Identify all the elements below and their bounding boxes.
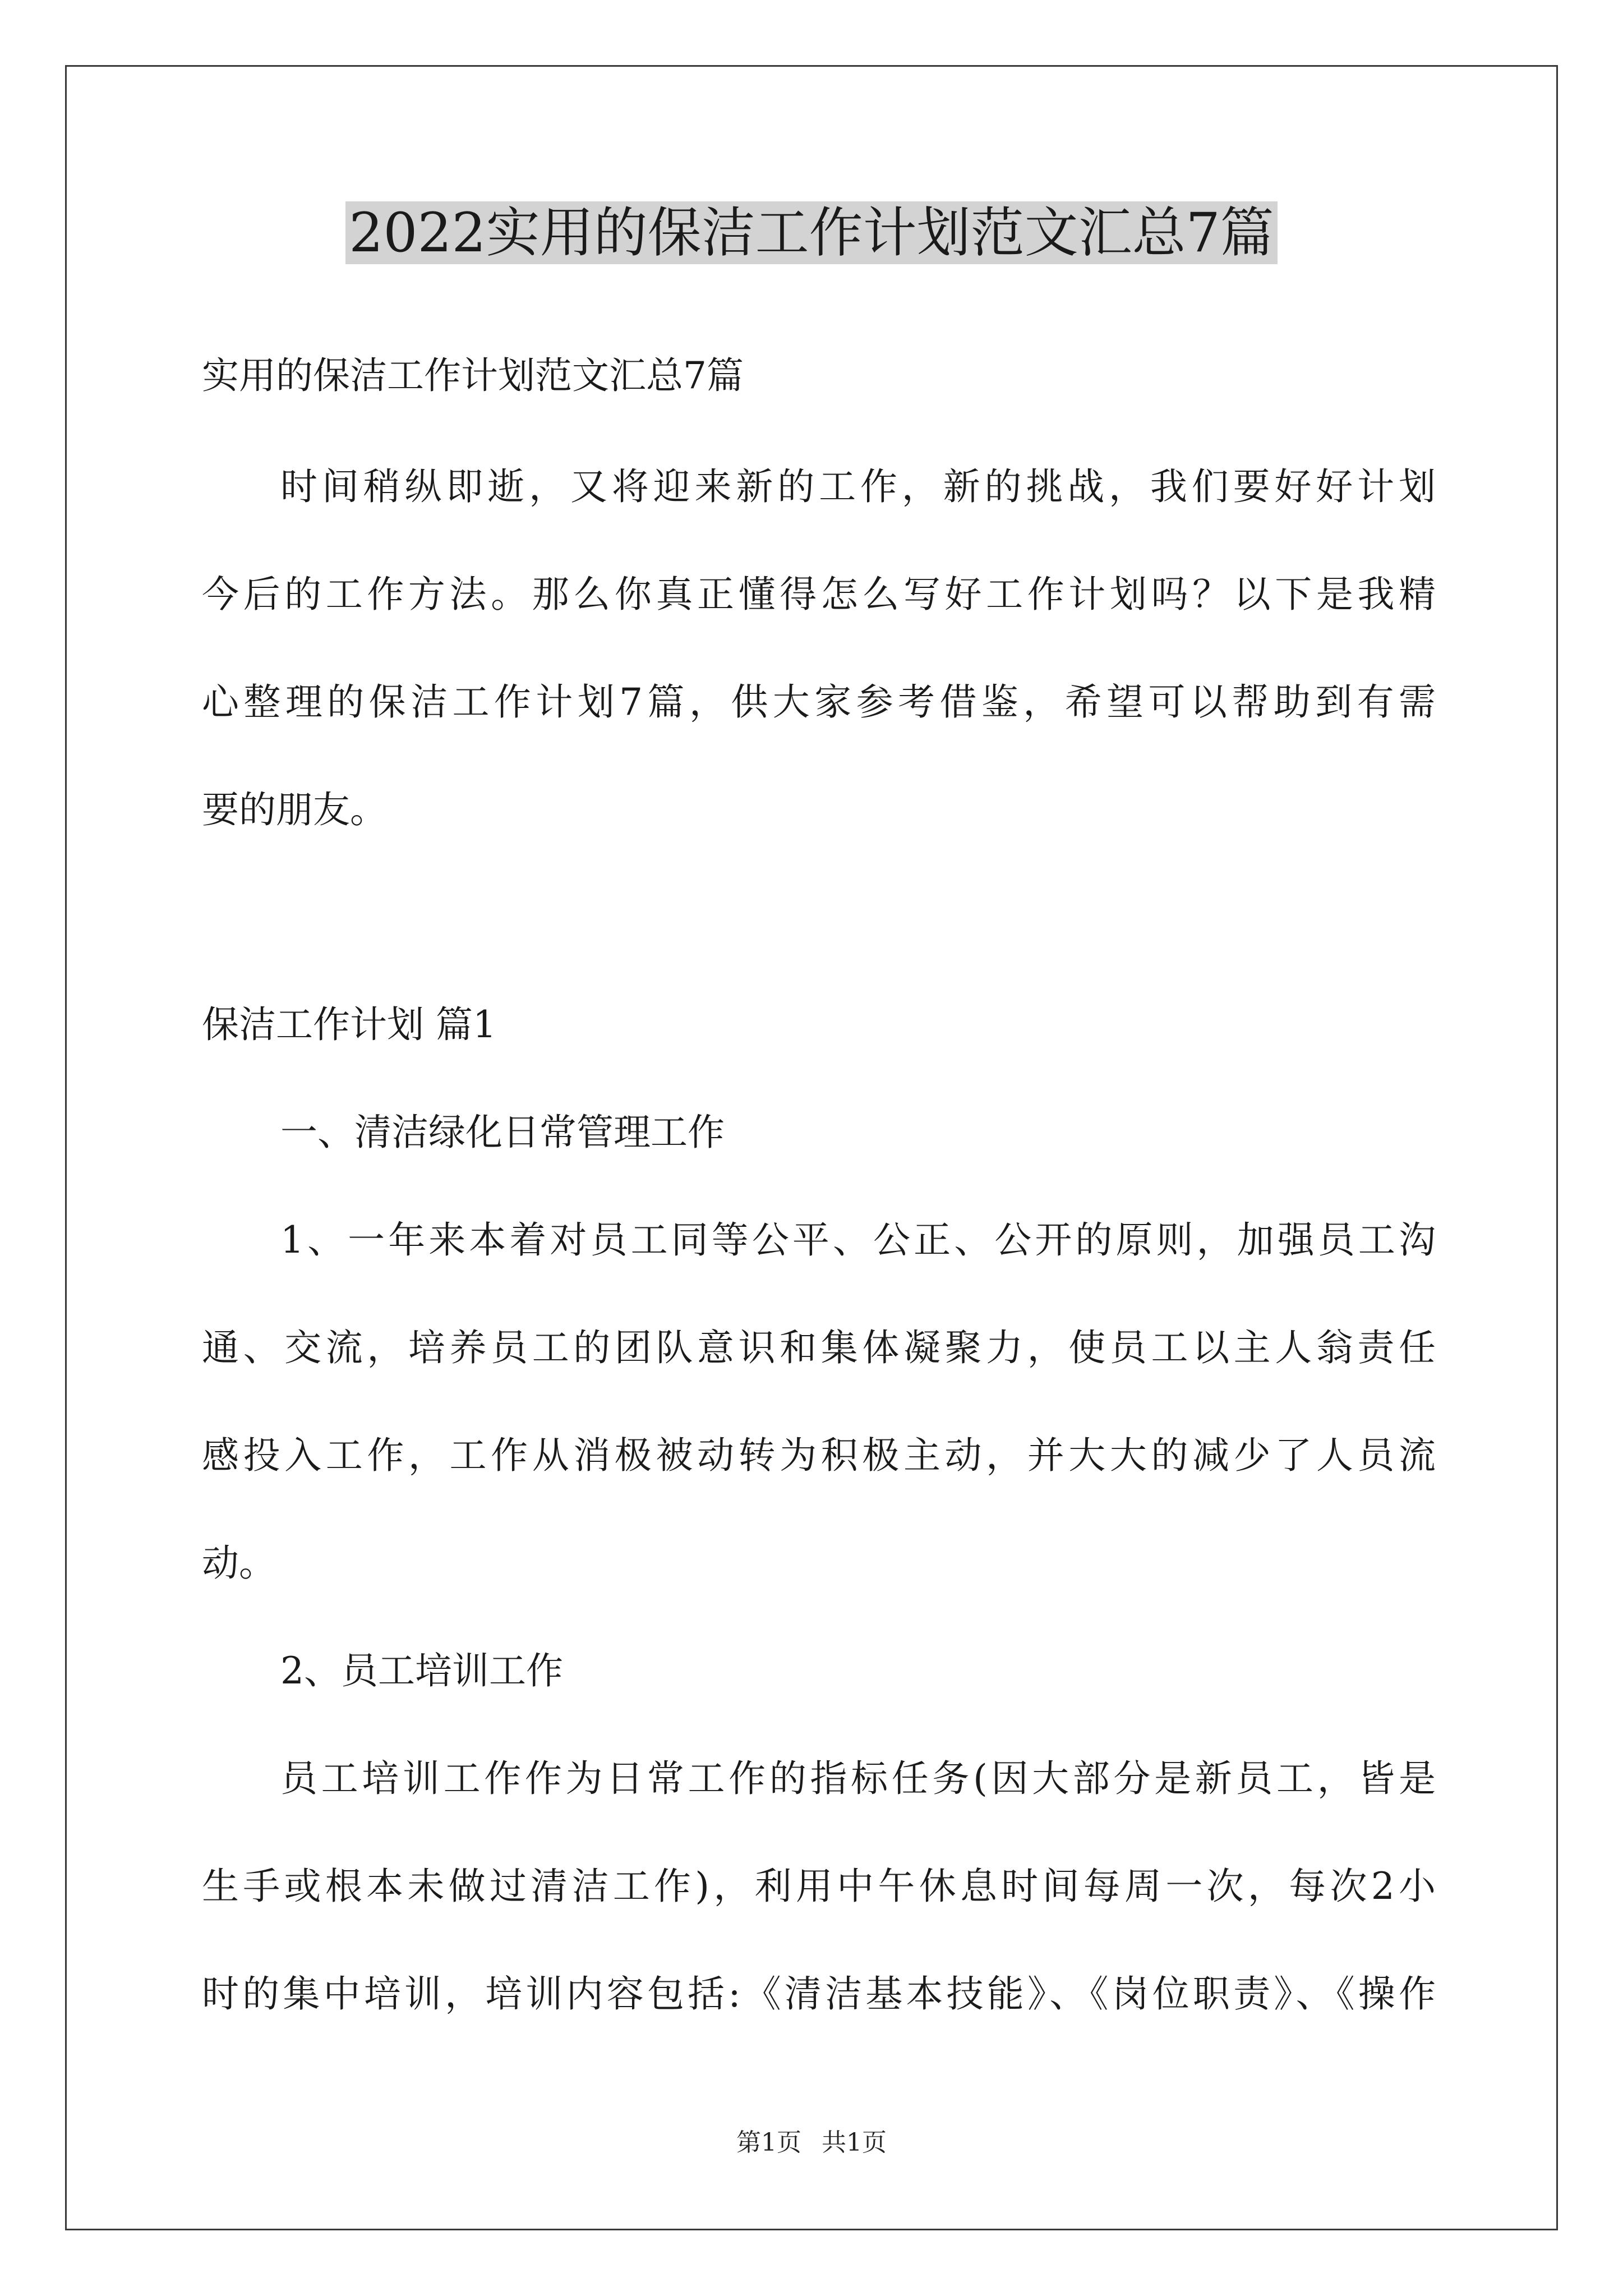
item-2-heading: 2、员工培训工作 bbox=[280, 1649, 563, 1692]
item-1-line-4: 动。 bbox=[202, 1542, 276, 1585]
document-title bbox=[0, 191, 1623, 275]
intro-line-4: 要的朋友。 bbox=[202, 788, 387, 831]
intro-line-3: 心整理的保洁工作计划7篇，供大家参考借鉴，希望可以帮助到有需 bbox=[202, 680, 1436, 724]
intro-line-2: 今后的工作方法。那么你真正懂得怎么写好工作计划吗？以下是我精 bbox=[202, 573, 1436, 616]
document-title-text: 2022实用的保洁工作计划范文汇总7篇 bbox=[345, 201, 1277, 264]
item-2-line-2: 生手或根本未做过清洁工作)，利用中午休息时间每周一次，每次2小 bbox=[202, 1865, 1436, 1908]
item-2-line-1: 员工培训工作作为日常工作的指标任务(因大部分是新员工，皆是 bbox=[280, 1757, 1436, 1800]
page-footer bbox=[0, 2126, 1623, 2160]
document-subtitle: 实用的保洁工作计划范文汇总7篇 bbox=[202, 354, 744, 397]
page-number-total: 共1页 bbox=[822, 2128, 887, 2157]
page-number-current: 第1页 bbox=[736, 2128, 801, 2157]
item-1-line-1: 1、一年来本着对员工同等公平、公正、公开的原则，加强员工沟 bbox=[280, 1218, 1436, 1262]
intro-line-1: 时间稍纵即逝，又将迎来新的工作，新的挑战，我们要好好计划 bbox=[280, 465, 1436, 508]
item-1-line-2: 通、交流，培养员工的团队意识和集体凝聚力，使员工以主人翁责任 bbox=[202, 1326, 1436, 1369]
item-2-line-3: 时的集中培训，培训内容包括:《清洁基本技能》、《岗位职责》、《操作 bbox=[202, 1972, 1436, 2016]
item-1-line-3: 感投入工作，工作从消极被动转为积极主动，并大大的减少了人员流 bbox=[202, 1434, 1436, 1477]
subheading-cleaning-management: 一、清洁绿化日常管理工作 bbox=[280, 1111, 725, 1154]
section-heading: 保洁工作计划 篇1 bbox=[202, 1003, 496, 1046]
